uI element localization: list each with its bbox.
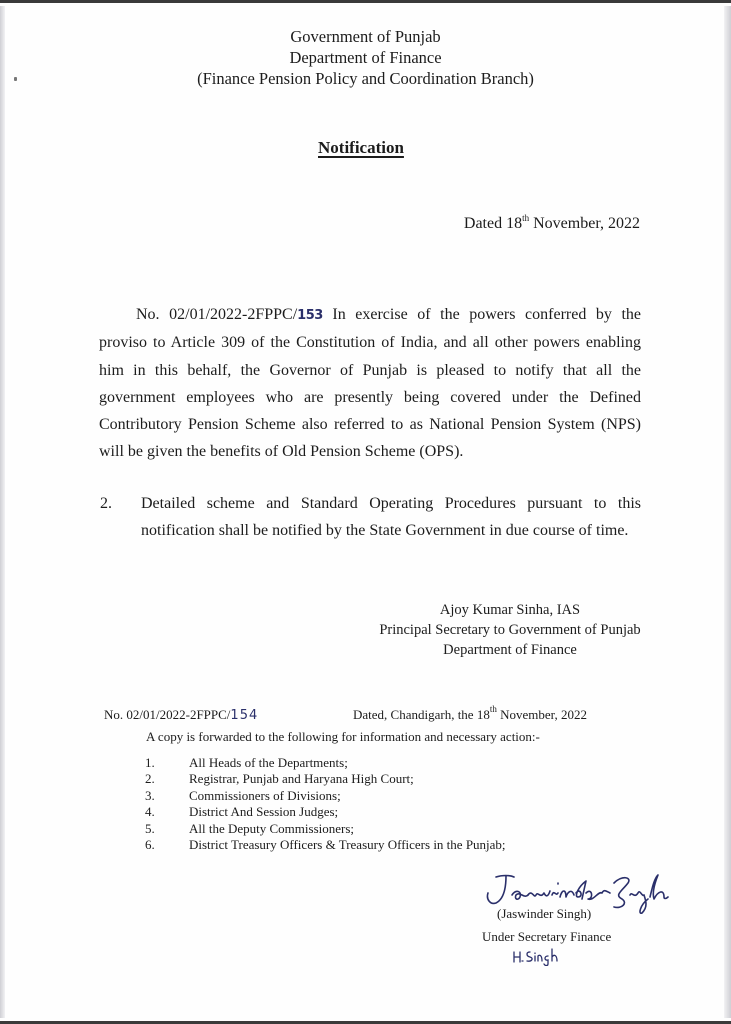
date-sup: th — [522, 213, 530, 223]
endorsement-date-suffix: November, 2022 — [496, 707, 587, 722]
list-item — [145, 804, 506, 820]
signatory-block — [360, 600, 660, 660]
list-number: 2. — [145, 771, 155, 787]
copy-forwarded-text: A copy is forwarded to the following for information and necessary action:- — [146, 729, 540, 744]
list-number: 6. — [145, 837, 155, 853]
header-government: Government of Punjab — [290, 27, 441, 46]
endorsement-date-sup: th — [489, 704, 497, 714]
list-text: All Heads of the Departments; — [189, 755, 348, 770]
list-item — [145, 837, 506, 853]
list-item — [145, 771, 506, 787]
list-number: 4. — [145, 804, 155, 820]
recipient-list — [145, 755, 506, 853]
signatory-designation: Principal Secretary to Government of Punjab — [379, 622, 641, 638]
handwritten-initials — [510, 946, 562, 966]
endorsement-date-prefix: Dated, Chandigarh, the 18 — [353, 707, 490, 722]
notification-date — [464, 215, 640, 233]
list-number: 5. — [145, 820, 155, 836]
handwritten-reference: 153 — [297, 308, 323, 323]
paragraph-2-number: 2. — [100, 495, 112, 512]
under-secretary-title: Under Secretary Finance — [482, 929, 612, 944]
paragraph-2 — [99, 490, 641, 544]
header-department: Department of Finance — [289, 48, 442, 67]
page-edge-right — [724, 6, 731, 1018]
list-text: Registrar, Punjab and Haryana High Court; — [189, 771, 414, 787]
header-branch: (Finance Pension Policy and Coordination Branch) — [197, 69, 534, 88]
list-text: District And Session Judges; — [189, 804, 339, 820]
endorsement-reference — [104, 707, 258, 723]
signatory-department: Department of Finance — [443, 642, 577, 658]
list-item — [145, 821, 506, 837]
endorsement-date — [353, 704, 587, 723]
page-edge-left — [0, 6, 5, 1018]
document-title: Notification — [318, 138, 404, 157]
handwritten-endorsement-number: 154 — [230, 708, 259, 723]
list-item — [145, 788, 506, 804]
paragraph-1-text: In exercise of the powers conferred by the proviso to Article 309 of the Constitution of India, and all other powers enabling him in this behalf, the Governor of Punjab is pleased to notify that all the government employees who are presently being covered under the Defined Contributory Pension Scheme also referred to as National Pension System (NPS) will be given the benefits of Old Pension Scheme (OPS). — [99, 306, 642, 461]
list-item — [145, 755, 506, 771]
list-number: 1. — [145, 755, 155, 770]
endorsement-ref-prefix: No. 02/01/2022-2FPPC/ — [104, 707, 231, 722]
list-text: All the Deputy Commissioners; — [189, 820, 355, 836]
paragraph-2-text: Detailed scheme and Standard Operating Procedures pursuant to this notification shall be notified by the State Government in due course of time. — [141, 495, 641, 539]
paragraph-1 — [99, 301, 641, 466]
date-suffix: November, 2022 — [529, 215, 640, 232]
reference-number: No. 02/01/2022-2FPPC/ — [136, 306, 298, 323]
list-number: 3. — [145, 787, 155, 803]
list-text: Commissioners of Divisions; — [189, 787, 341, 803]
under-secretary-name: (Jaswinder Singh) — [497, 906, 592, 921]
list-text: District Treasury Officers & Treasury Officers in the Punjab; — [189, 837, 506, 853]
date-prefix: Dated 18 — [463, 215, 523, 232]
signatory-name: Ajoy Kumar Sinha, IAS — [439, 602, 581, 618]
